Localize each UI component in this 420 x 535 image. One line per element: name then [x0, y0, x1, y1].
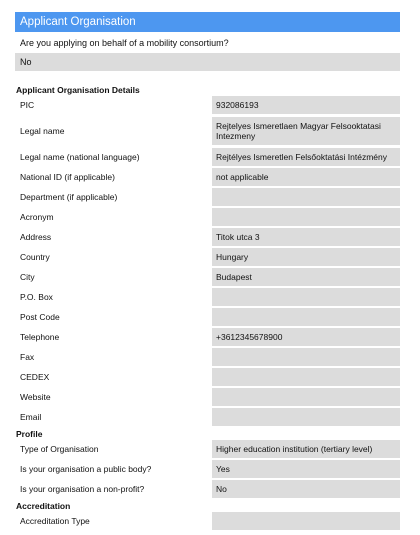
field-label: Accreditation Type — [20, 516, 90, 526]
field-row-city — [15, 268, 400, 286]
field-label: PIC — [20, 100, 35, 110]
field-label: Is your organisation a non-profit? — [20, 484, 145, 494]
field-value[interactable] — [212, 348, 400, 366]
field-row-website — [15, 388, 400, 406]
field-value[interactable]: +3612345678900 — [212, 328, 400, 346]
field-label: Type of Organisation — [20, 444, 99, 454]
field-value[interactable]: Yes — [212, 460, 400, 478]
field-row-organisation-type — [15, 440, 400, 458]
field-value[interactable]: 932086193 — [212, 96, 400, 114]
section-header: Applicant Organisation — [15, 12, 400, 32]
field-label: Department (if applicable) — [20, 192, 118, 202]
field-label: National ID (if applicable) — [20, 172, 115, 182]
field-label: P.O. Box — [20, 292, 53, 302]
field-row-national-id — [15, 168, 400, 186]
field-value[interactable] — [212, 512, 400, 530]
field-row-public-body — [15, 460, 400, 478]
field-row-country — [15, 248, 400, 266]
field-label: Post Code — [20, 312, 60, 322]
field-row-telephone — [15, 328, 400, 346]
field-row-accreditation-type — [15, 512, 400, 530]
field-value[interactable]: Rejtélyes Ismeretlen Felsőoktatási Intézmény — [212, 148, 400, 166]
field-value[interactable] — [212, 308, 400, 326]
field-row-pic — [15, 96, 400, 114]
field-label: Is your organisation a public body? — [20, 464, 152, 474]
field-label: CEDEX — [20, 372, 50, 382]
field-value[interactable] — [212, 368, 400, 386]
consortium-answer[interactable]: No — [15, 53, 400, 71]
field-row-po-box — [15, 288, 400, 306]
field-label: Address — [20, 232, 52, 242]
field-value[interactable] — [212, 388, 400, 406]
field-value[interactable] — [212, 188, 400, 206]
field-row-email — [15, 408, 400, 426]
field-row-non-profit — [15, 480, 400, 498]
details-heading: Applicant Organisation Details — [16, 85, 140, 95]
field-row-post-code — [15, 308, 400, 326]
field-value[interactable] — [212, 288, 400, 306]
accreditation-heading: Accreditation — [16, 501, 71, 511]
field-row-fax — [15, 348, 400, 366]
field-label: Fax — [20, 352, 35, 362]
field-label: City — [20, 272, 35, 282]
field-value[interactable] — [212, 208, 400, 226]
field-row-acronym — [15, 208, 400, 226]
applicant-organisation-form — [15, 12, 400, 532]
field-row-address — [15, 228, 400, 246]
field-label: Acronym — [20, 212, 54, 222]
field-row-legal-name-national — [15, 148, 400, 166]
field-label: Website — [20, 392, 51, 402]
field-label: Legal name (national language) — [20, 152, 140, 162]
field-value[interactable]: Titok utca 3 — [212, 228, 400, 246]
field-value[interactable]: No — [212, 480, 400, 498]
field-row-cedex — [15, 368, 400, 386]
field-label: Country — [20, 252, 50, 262]
field-row-department — [15, 188, 400, 206]
field-label: Telephone — [20, 332, 60, 342]
consortium-question: Are you applying on behalf of a mobility consortium? — [20, 38, 229, 48]
field-label: Email — [20, 412, 42, 422]
profile-heading: Profile — [16, 429, 43, 439]
field-value[interactable]: Budapest — [212, 268, 400, 286]
field-row-legal-name — [15, 117, 400, 145]
field-value[interactable] — [212, 408, 400, 426]
field-value[interactable]: Rejtelyes Ismeretlaen Magyar Felsooktatasi Intezmeny — [212, 117, 400, 145]
field-value[interactable]: Hungary — [212, 248, 400, 266]
field-label: Legal name — [20, 126, 65, 136]
field-value[interactable]: not applicable — [212, 168, 400, 186]
field-value[interactable]: Higher education institution (tertiary level) — [212, 440, 400, 458]
